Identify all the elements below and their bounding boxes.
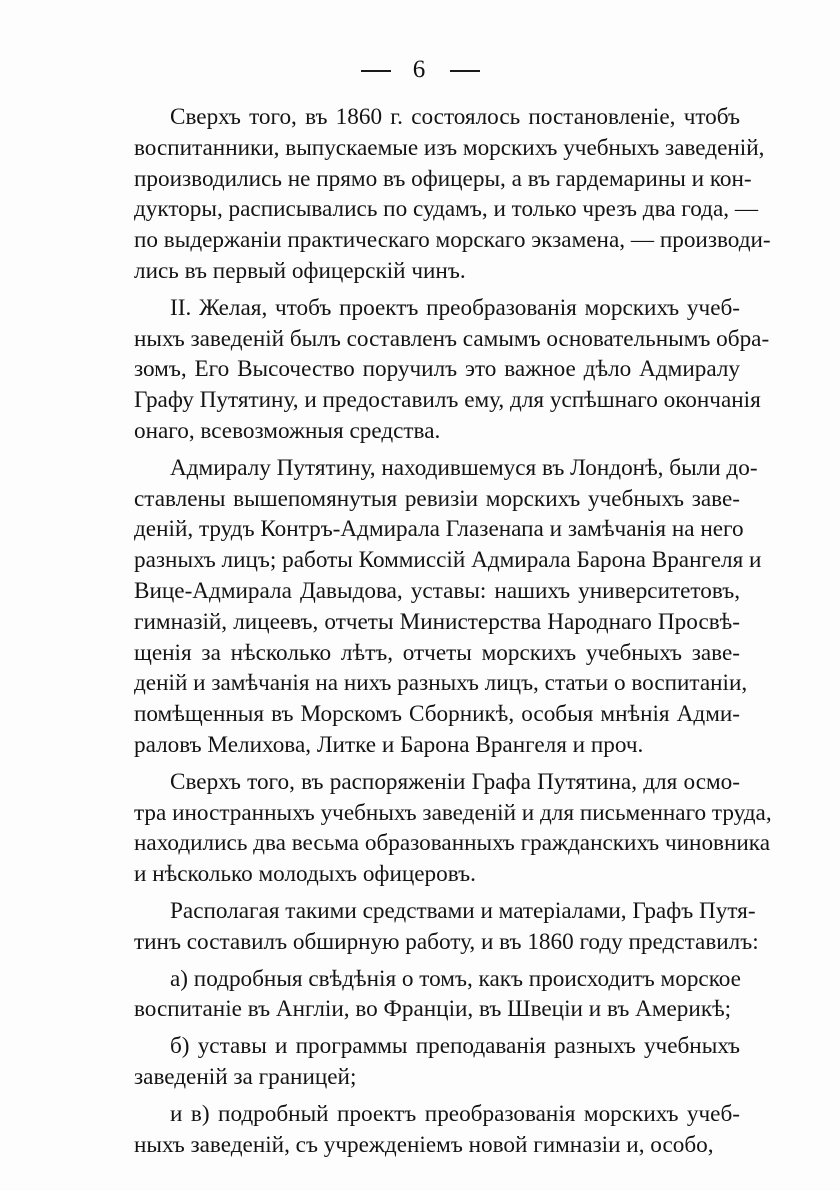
header-dash-right [450,70,480,72]
text-line: раловъ Мелихова, Литке и Барона Врангеля и проч. [134,731,644,758]
text-line: помѣщенныя въ Морскомъ Сборникѣ, особыя мнѣнія Адми- [134,701,740,728]
text-line: II. Желая, чтобъ проектъ преобразованія морскихъ учеб- [170,294,740,321]
text-line: зомъ, Его Высочество поручилъ это важное дѣло Адмиралу [134,356,740,383]
text-line: тинъ составилъ обширную работу, и въ 1860 году представилъ: [134,928,759,955]
text-line: тра иностранныхъ учебныхъ заведеній и для письменнаго труда, [134,799,772,826]
text-line: разныхъ лицъ; работы Коммиссій Адмирала Барона Врангеля и [134,547,762,574]
text-line: гимназій, лицеевъ, отчеты Министерства Народнаго Просвѣ- [134,608,740,635]
text-line: производились не прямо въ офицеры, а въ гардемарины и кон- [134,165,752,192]
text-line: Графу Путятину, и предоставилъ ему, для успѣшнаго окончанія [134,387,761,414]
text-line: воспитанники, выпускаемые изъ морскихъ учебныхъ заведеній, [134,134,765,161]
text-line: б) уставы и программы преподаванія разныхъ учебныхъ [170,1033,740,1060]
page-header [0,56,840,84]
header-dash-left [361,70,391,72]
text-line: щенія за нѣсколько лѣтъ, отчеты морскихъ учебныхъ заве- [134,639,740,666]
text-line: находились два весьма образованныхъ гражданскихъ чиновника [134,830,771,857]
text-line: ныхъ заведеній, съ учрежденіемъ новой гимназіи и, особо, [134,1131,714,1158]
paragraph [134,102,771,287]
text-line: заведеній за границей; [134,1063,357,1090]
text-line: Сверхъ того, въ распоряженіи Графа Путятина, для осмо- [170,768,740,795]
text-line: Адмиралу Путятину, находившемуся въ Лондонѣ, были до- [170,454,758,481]
paragraph [134,1099,740,1161]
paragraph [134,293,770,447]
text-line: Сверхъ того, въ 1860 г. состоялось постановленіе, чтобъ [170,104,740,130]
text-line: ныхъ заведеній былъ составленъ самымъ основательнымъ обра- [134,325,770,352]
text-line: онаго, всевозможныя средства. [134,417,441,444]
text-line: и нѣсколько молодыхъ офицеровъ. [134,861,476,888]
paragraph [134,896,759,958]
page-number: 6 [412,56,428,83]
text-line: деній, трудъ Контръ-Адмирала Глазенапа и замѣчанія на него [134,516,744,543]
text-line: дукторы, расписывались по судамъ, и только чрезъ два года, — [134,196,759,223]
text-line: воспитаніе въ Англіи, во Франціи, въ Швеціи и въ Америкѣ; [134,996,732,1023]
body-text [134,102,772,1166]
text-line: Вице-Адмирала Давыдова, уставы: нашихъ университетовъ, [134,577,740,604]
paragraph [134,453,762,761]
paragraph [134,1031,740,1093]
paragraph [134,767,772,890]
text-line: деній и замѣчанія на нихъ разныхъ лицъ, статьи о воспитаніи, [134,670,748,697]
text-line: Располагая такими средствами и матеріалами, Графъ Путя- [170,897,756,924]
text-line: по выдержаніи практическаго морскаго экзамена, — производи- [134,227,771,254]
paragraph [134,964,740,1026]
text-line: ставлены вышепомянутыя ревизіи морскихъ учебныхъ заве- [134,485,740,512]
text-line: а) подробныя свѣдѣнія о томъ, какъ происходитъ морское [170,965,741,992]
text-line: и в) подробный проектъ преобразованія морскихъ учеб- [170,1100,740,1127]
text-line: лись въ первый офицерскій чинъ. [134,257,466,284]
